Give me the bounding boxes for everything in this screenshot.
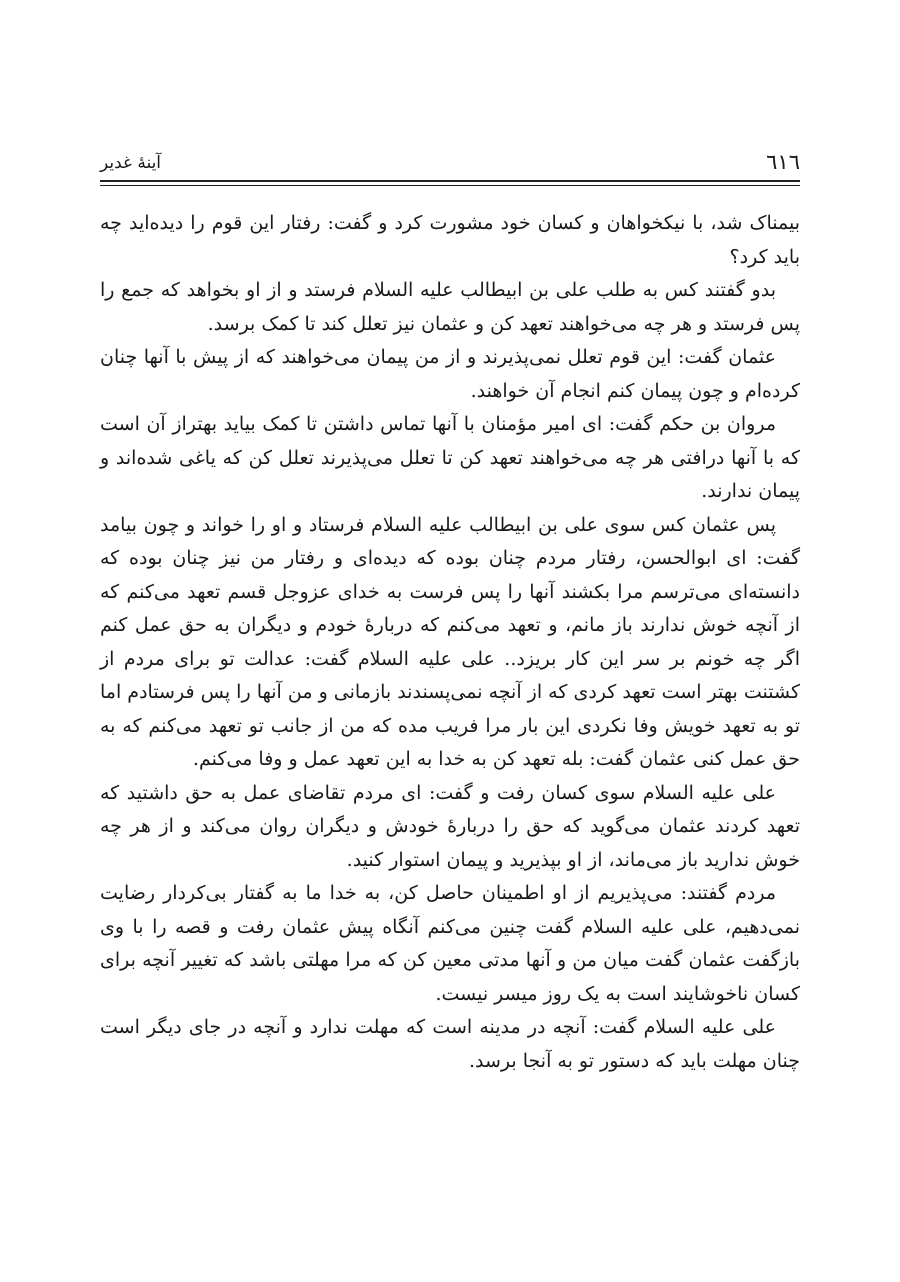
paragraph: پس عثمان کس سوی علی بن ابیطالب علیه السلام فرستاد و او را خواند و چون بیامد گفت: ای ابوالحسن، رفتار مردم چنان بوده که دیده‌ای و رفتار من نیز چنان بوده که دانسته‌ای می‌ترسم مرا بکشند آنها را پس فرست به خدای عزوجل قسم تعهد می‌کنم که از آنچه خوش ندارند باز مانم، و تعهد می‌کنم که دربارهٔ خودم و دیگران به حق عمل کنم اگر چه خونم بر سر این کار بریزد.. علی علیه السلام گفت: عدالت تو برای مردم از کشتنت بهتر است تعهد کردی که از آنچه نمی‌پسندند بازمانی و من آنها را پس فرستادم اما تو به تعهد خویش وفا نکردی این بار مرا فریب مده که من از جانب تو تعهد می‌کنم که به حق عمل کنی عثمان گفت: بله تعهد کن به خدا به این تعهد عمل و وفا می‌کنم. [100, 513, 800, 770]
paragraph: مروان بن حکم گفت: ای امیر مؤمنان با آنها تماس داشتن تا کمک بیاید بهتراز آن است که با آنها درافتی هر چه می‌خواهند تعهد کن تا تعلل می‌پذیرند تعلل کن که یاغی شده‌اند و پیمان ندارند. [100, 413, 800, 502]
running-title: آینهٔ غدیر [100, 153, 162, 173]
paragraph: علی علیه السلام گفت: آنچه در مدینه است که مهلت ندارد و آنچه در جای دیگر است چنان مهلت باید که دستور تو به آنجا برسد. [100, 1016, 800, 1072]
paragraph: بدو گفتند کس به طلب علی بن ابیطالب علیه السلام فرستد و از او بخواهد که جمع را پس فرستد و هر چه می‌خواهند تعهد کن و عثمان نیز تعلل کند تا کمک برسد. [100, 279, 800, 335]
paragraph: عثمان گفت: این قوم تعلل نمی‌پذیرند و از من پیمان می‌خواهند که از پیش با آنها چنان کرده‌ام و چون پیمان کنم انجام آن خواهند. [100, 346, 800, 402]
paragraph: بیمناک شد، با نیکخواهان و کسان خود مشورت کرد و گفت: رفتار این قوم را دیده‌اید چه باید کرد؟ [100, 212, 800, 268]
paragraph: علی علیه السلام سوی کسان رفت و گفت: ای مردم تقاضای عمل به حق داشتید که تعهد کردند عثمان می‌گوید که حق را دربارهٔ خودش و دیگران روان می‌کند و از هر چه خوش ندارید باز می‌ماند، از او بپذیرید و پیمان استوار کنید. [100, 781, 800, 871]
page-number: ٦١٦ [766, 150, 800, 174]
page-header [100, 150, 800, 180]
body-text [100, 207, 800, 1078]
header-divider [100, 180, 800, 186]
paragraph: مردم گفتند: می‌پذیریم از او اطمینان حاصل کن، به خدا ما به گفتار بی‌کردار رضایت نمی‌دهیم، علی علیه السلام گفت چنین می‌کنم آنگاه پیش عثمان رفت و قصه را با وی بازگفت عثمان گفت میان من و آنها مدتی معین کن که مرا مهلتی باشد که تغییر آنچه برای کسان ناخوشایند است به یک روز میسر نیست. [100, 882, 800, 1005]
